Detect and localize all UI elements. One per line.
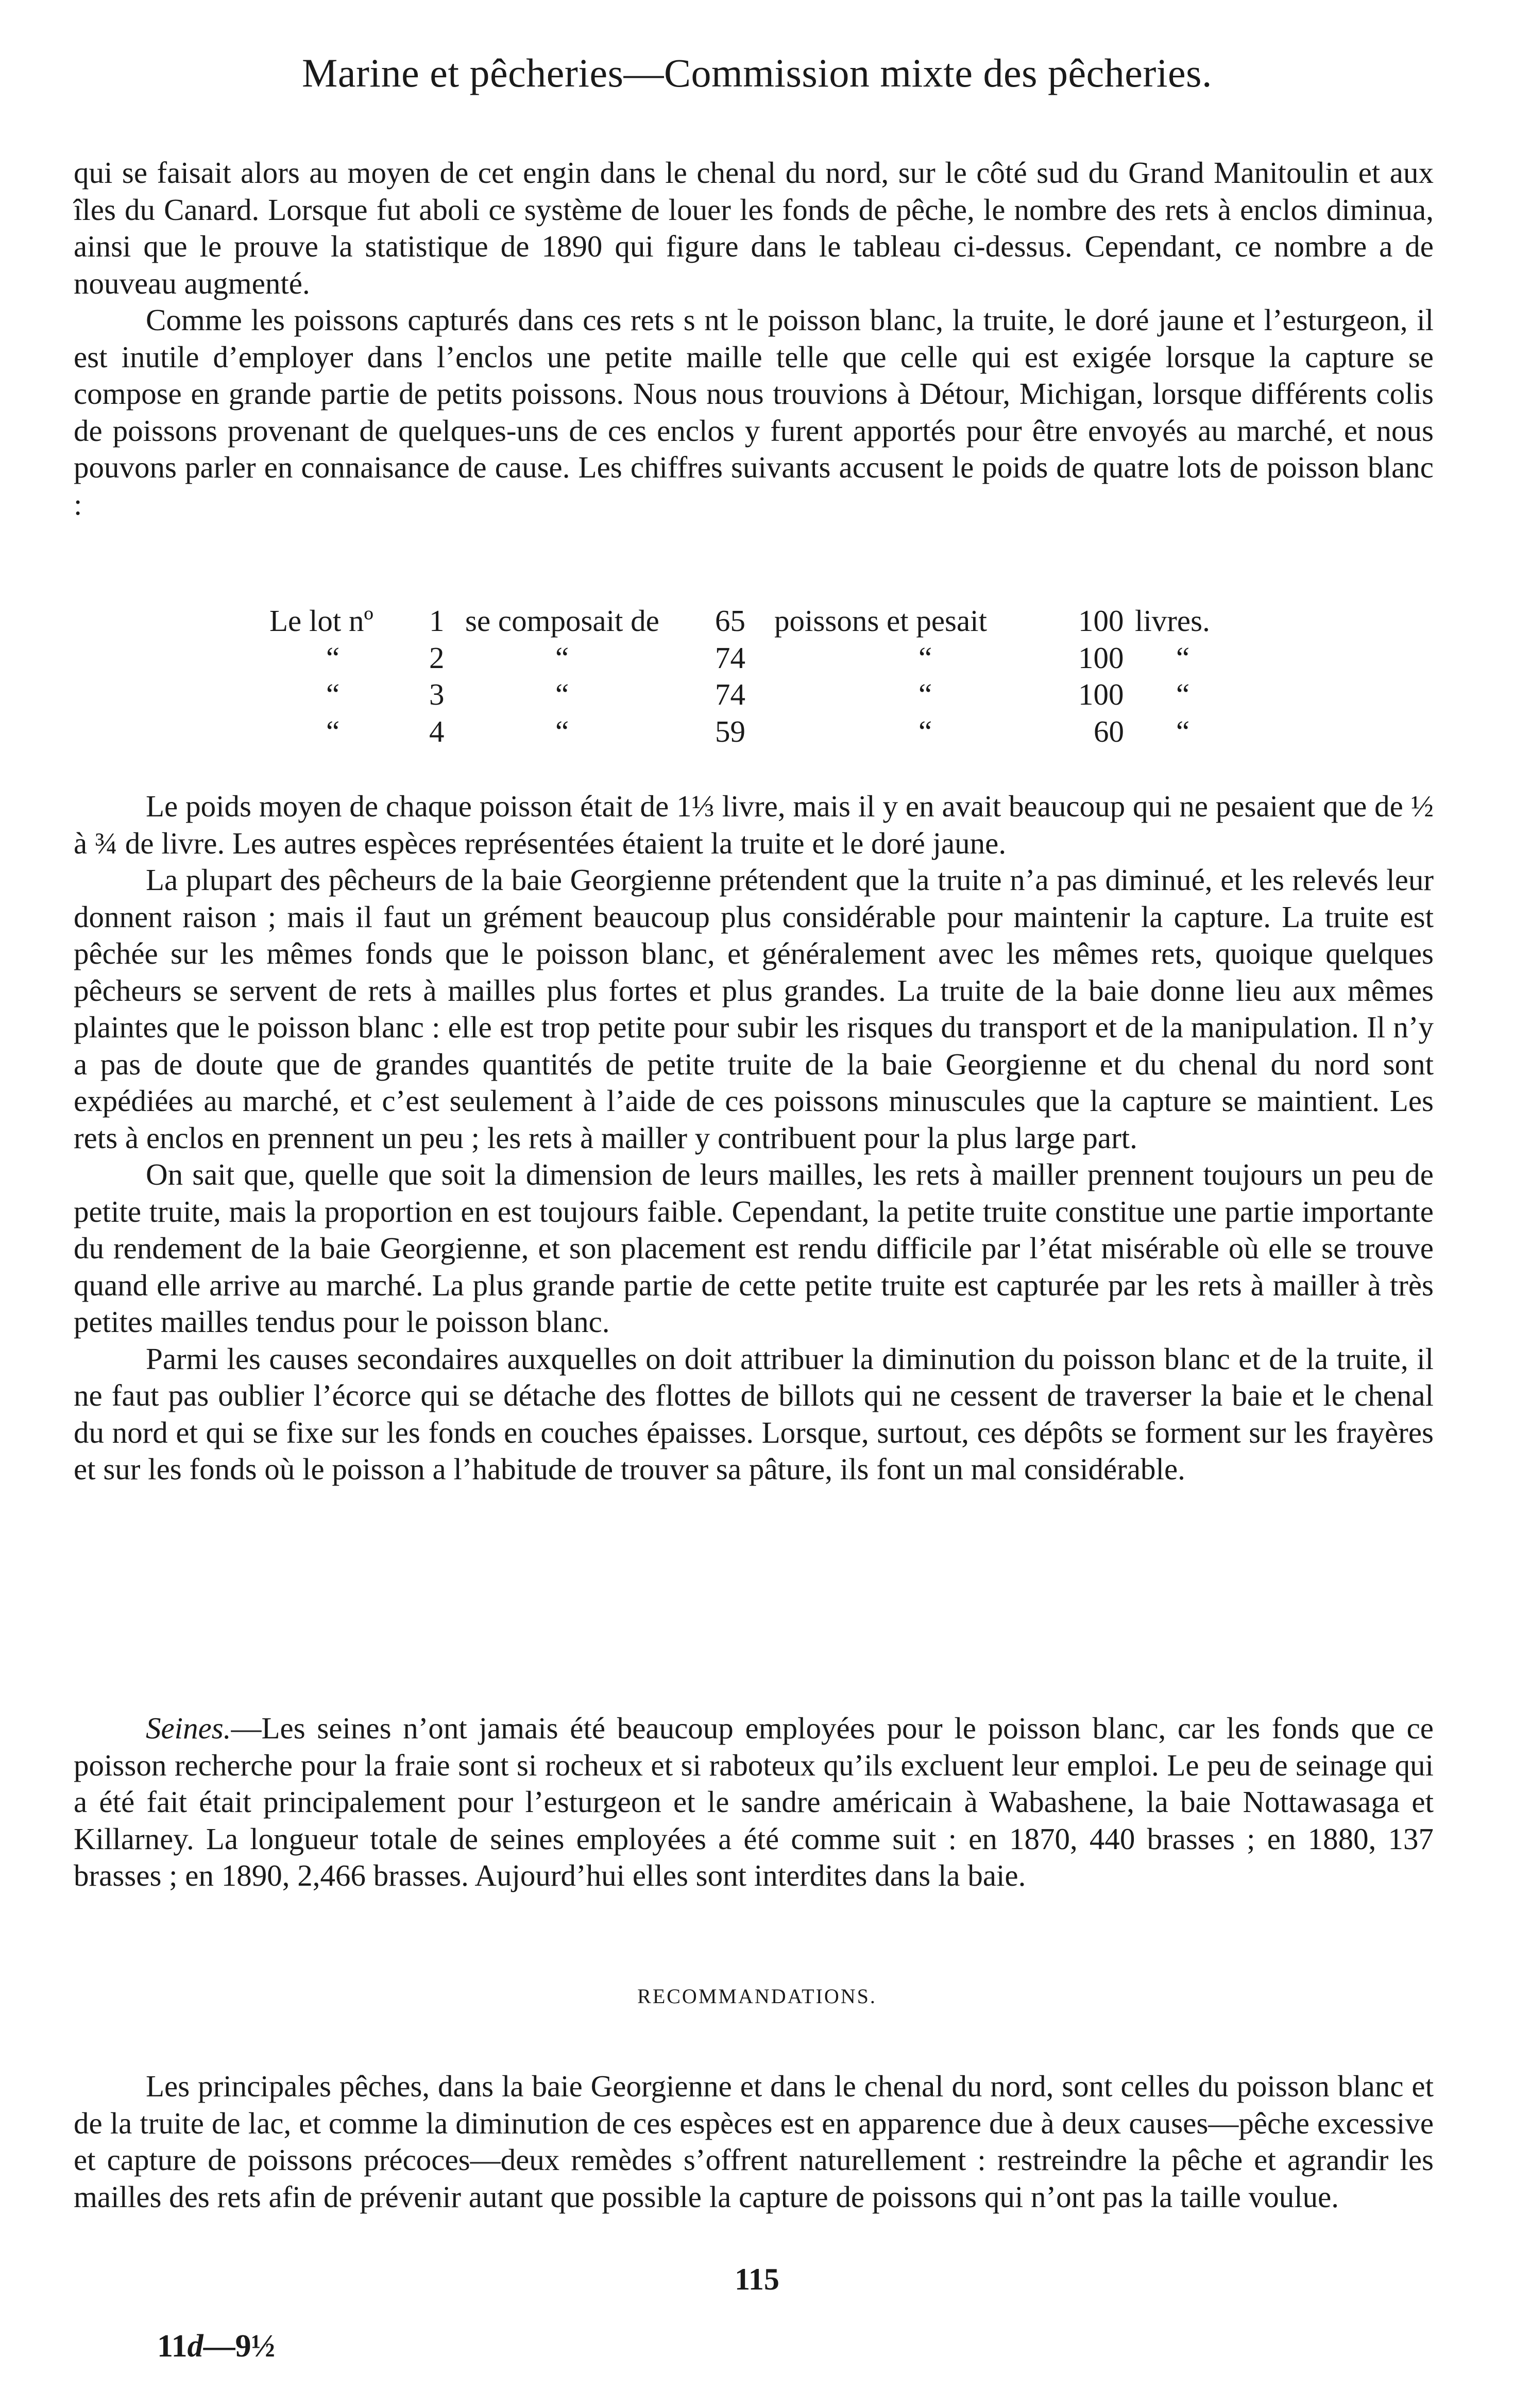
body-text-seines <box>74 1710 1434 1894</box>
table-cell: 1 <box>429 604 445 638</box>
table-row <box>74 603 1434 640</box>
table-cell: 65 <box>715 604 745 638</box>
body-text-middle <box>74 788 1434 1488</box>
paragraph: qui se faisait alors au moyen de cet engin dans le chenal du nord, sur le côté sud du Grand Manitoulin et aux îles du Canard. Lorsque fut aboli ce système de louer les fonds de pêche, le nombre des rets à enclos diminua, ainsi que le prouve la statistique de 1890 qui figure dans le tableau ci-dessus. Cependant, ce nombre a de nouveau augmenté. <box>74 156 1434 300</box>
table-row <box>74 640 1434 677</box>
table-cell: 100 <box>1078 677 1124 711</box>
table-cell: 100 <box>1078 640 1124 675</box>
table-row <box>74 713 1434 750</box>
table-cell: 4 <box>429 714 445 748</box>
table-cell: “ <box>1176 640 1190 675</box>
table-cell: poissons et pesait <box>774 604 987 638</box>
paragraph-seines <box>74 1710 1434 1894</box>
section-heading: RECOMMANDATIONS. <box>637 1985 877 2008</box>
paragraph: Comme les poissons capturés dans ces rets s nt le poisson blanc, la truite, le doré jaune et l’esturgeon, il est inutile d’employer dans l’enclos une petite maille telle que celle qui est exigée lorsque la capture se compose en grande partie de petits poissons. Nous nous trouvions à Détour, Michigan, lorsque différents colis de poissons provenant de quelques-uns de ces enclos y furent apportés pour être envoyés au marché, et nous pouvons parler en connaisance de cause. Les chiffres suivants accusent le poids de quatre lots de poisson blanc : <box>74 303 1434 521</box>
paragraph: Les principales pêches, dans la baie Georgienne et dans le chenal du nord, sont celles du poisson blanc et de la truite de lac, et comme la diminution de ces espèces est en apparence due à deux causes—pêche excessive et capture de poissons précoces—deux remèdes s’offrent naturellement : restreindre la pêche et agrandir les mailles des rets afin de prévenir autant que possible la capture de poissons qui n’ont pas la taille voulue. <box>74 2069 1434 2214</box>
signature-number: 11 <box>157 2329 188 2364</box>
table-row <box>74 676 1434 713</box>
table-cell: “ <box>918 714 932 748</box>
table-cell: “ <box>326 677 340 711</box>
page-number: 115 <box>735 2262 779 2296</box>
signature-letter: d <box>187 2329 203 2364</box>
table-cell: “ <box>918 640 932 675</box>
table-cell: “ <box>1176 677 1190 711</box>
table-cell: “ <box>555 640 569 675</box>
table-cell: se composait de <box>465 604 659 638</box>
table-cell: “ <box>918 677 932 711</box>
table-cell: 59 <box>715 714 745 748</box>
paragraph: La plupart des pêcheurs de la baie Georgienne prétendent que la truite n’a pas diminué, et les relevés leur donnent raison ; mais il faut un grément beaucoup plus considérable pour maintenir la capture. La truite est pêchée sur les mêmes fonds que le poisson blanc, et généralement avec les mêmes rets, quoique quelques pêcheurs se servent de rets à mailles plus fortes et plus grandes. La truite de la baie donne lieu aux mêmes plaintes que le poisson blanc : elle est trop petite pour subir les risques du transport et de la manipulation. Il n’y a pas de doute que de grandes quantités de petite truite de la baie Georgienne et du chenal du nord sont expédiées au marché, et c’est seulement à l’aide de ces poissons minuscules que la capture se maintient. Les rets à enclos en prennent un peu ; les rets à mailler y contribuent pour la plus large part. <box>74 863 1434 1155</box>
table-cell: “ <box>326 640 340 675</box>
running-head: Marine et pêcheries—Commission mixte des pêcheries. <box>301 50 1213 95</box>
table-cell: “ <box>1176 714 1190 748</box>
body-text-recommandations <box>74 2068 1434 2215</box>
paragraph: Le poids moyen de chaque poisson était de 1⅓ livre, mais il y en avait beaucoup qui ne pesaient que de ½ à ¾ de livre. Les autres espèces représentées étaient la truite et le doré jaune. <box>74 789 1434 860</box>
table-cell: “ <box>555 714 569 748</box>
table-cell: 74 <box>715 677 745 711</box>
table-cell: “ <box>326 714 340 748</box>
table-cell: 3 <box>429 677 445 711</box>
body-text-top <box>74 155 1434 523</box>
lots-table <box>74 603 1434 750</box>
signature-suffix: —9½ <box>203 2329 276 2364</box>
paragraph-body: —Les seines n’ont jamais été beaucoup employées pour le poisson blanc, car les fonds que ce poisson recherche pour la fraie sont si rocheux et si raboteux qu’ils excluent leur emploi. Le peu de seinage qui a été fait était principalement pour l’esturgeon et le sandre américain à Wabashene, la baie Nottawasaga et Killarney. La longueur totale de seines employées a été comme suit : en 1870, 440 brasses ; en 1880, 137 brasses ; en 1890, 2,466 brasses. Aujourd’hui elles sont interdites dans la baie. <box>74 1711 1434 1892</box>
paragraph-lead: Seines. <box>146 1711 231 1745</box>
paragraph: Parmi les causes secondaires auxquelles on doit attribuer la diminution du poisson blanc et de la truite, il ne faut pas oublier l’écorce qui se détache des flottes de billots qui ne cessent de traverser la baie et le chenal du nord et qui se fixe sur les fonds en couches épaisses. Lorsque, surtout, ces dépôts se forment sur les frayères et sur les fonds où le poisson a l’habitude de trouver sa pâture, ils font un mal considérable. <box>74 1341 1434 1486</box>
table-cell: “ <box>555 677 569 711</box>
signature-mark <box>157 2328 275 2364</box>
table-cell: 60 <box>1094 714 1124 748</box>
paragraph: On sait que, quelle que soit la dimension de leurs mailles, les rets à mailler prennent toujours un peu de petite truite, mais la proportion en est toujours faible. Cependant, la petite truite constitue une partie importante du rendement de la baie Georgienne, et son placement est rendu difficile par l’état misérable où elle se trouve quand elle arrive au marché. La plus grande partie de cette petite truite est capturée par les rets à mailler à très petites mailles tendus pour le poisson blanc. <box>74 1157 1434 1339</box>
table-cell: livres. <box>1135 604 1210 638</box>
table-cell: 74 <box>715 640 745 675</box>
table-cell: 100 <box>1078 604 1124 638</box>
table-cell: 2 <box>429 640 445 675</box>
table-cell: Le lot nº <box>269 604 373 638</box>
